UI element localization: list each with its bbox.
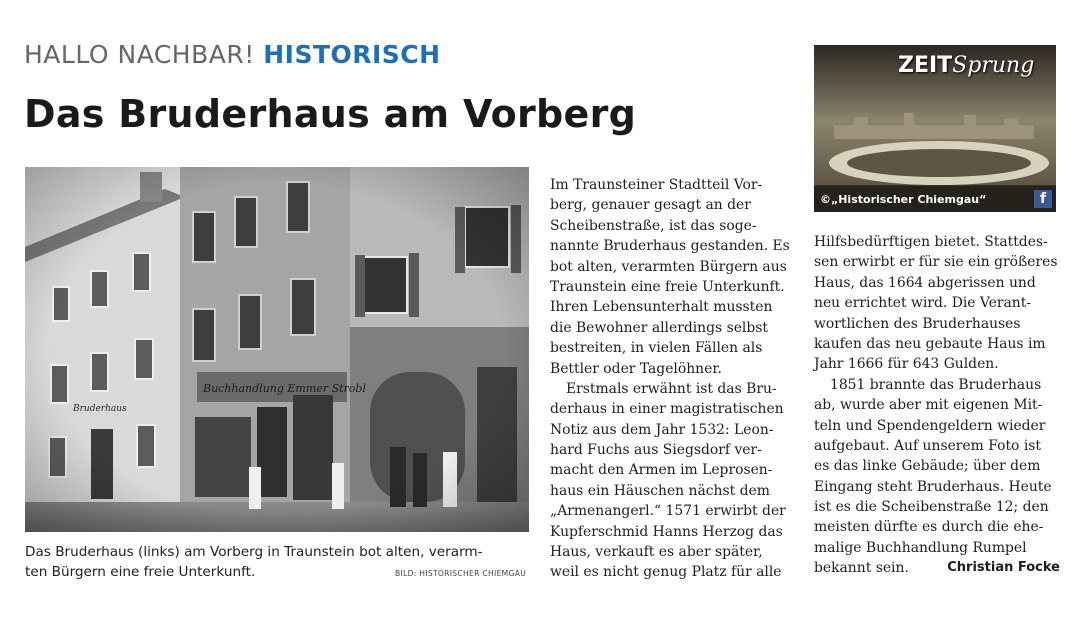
kicker-prefix: HALLO NACHBAR! xyxy=(24,40,255,69)
body-line: Ihren Lebensunterhalt mussten xyxy=(550,299,773,316)
body-last-line xyxy=(814,558,1060,578)
shop-sign-text: Buchhandlung Emmer Strobl xyxy=(203,382,366,395)
zeitsprung-logo xyxy=(814,45,1056,212)
body-line: Bettler oder Tagelöhner. xyxy=(550,360,722,377)
body-line: kaufen das neu gebaute Haus im xyxy=(814,335,1046,352)
body-column-2 xyxy=(814,232,1060,579)
body-column-1 xyxy=(550,175,798,583)
logo-handle: ©„Historischer Chiemgau“ xyxy=(820,193,987,206)
body-line: „Armenangerl.“ 1571 erwirbt der xyxy=(550,503,786,520)
logo-title xyxy=(898,53,1034,78)
author-byline: Christian Focke xyxy=(947,560,1060,576)
house-sign-text: Bruderhaus xyxy=(73,404,127,414)
body-line: malige Buchhandlung Rumpel xyxy=(814,539,1027,556)
body-line: Im Traunsteiner Stadtteil Vor- xyxy=(550,177,763,193)
body-line: Hilfsbedürftigen bietet. Stattdes- xyxy=(814,234,1048,250)
body-line: Haus, das 1664 abgerissen und xyxy=(814,274,1036,291)
body-line: Traunstein eine freie Unterkunft. xyxy=(550,278,785,295)
body-line: 1851 brannte das Bruderhaus xyxy=(830,376,1042,393)
body-line: teln und Spendengeldern wieder xyxy=(814,417,1046,434)
body-line: Notiz aus dem Jahr 1532: Leon- xyxy=(550,421,774,438)
body-line: die Bewohner allerdings selbst xyxy=(550,319,768,336)
body-line: bekannt sein. xyxy=(814,560,909,577)
body-line: wortlichen des Bruderhauses xyxy=(814,315,1021,332)
body-line: ist es die Scheibenstraße 12; den xyxy=(814,499,1049,516)
body-line: es das linke Gebäude; über dem xyxy=(814,458,1041,475)
body-line: macht den Armen im Leprosen- xyxy=(550,462,773,479)
body-line: bot alten, verarmten Bürgern aus xyxy=(550,258,787,275)
caption-line: Das Bruderhaus (links) am Vorberg in Traunstein bot alten, verarm- xyxy=(25,544,483,560)
body-line: weil es nicht genug Platz für alle xyxy=(550,564,782,581)
body-line: Erstmals erwähnt ist das Bru- xyxy=(566,380,777,397)
section-kicker xyxy=(24,40,441,69)
photo-credit: BILD: HISTORISCHER CHIEMGAU xyxy=(395,569,527,578)
facebook-icon: f xyxy=(1034,190,1052,208)
historic-photo xyxy=(25,167,529,532)
body-line: Eingang steht Bruderhaus. Heute xyxy=(814,478,1052,495)
body-line: Haus, verkauft es aber später, xyxy=(550,544,763,561)
body-line: Kupferschmid Hanns Herzog das xyxy=(550,523,783,540)
body-line: meisten dürfte es durch die ehe- xyxy=(814,519,1044,536)
body-line: Jahr 1666 für 643 Gulden. xyxy=(814,356,999,373)
body-line: aufgebaut. Auf unserem Foto ist xyxy=(814,437,1041,454)
body-line: bestreiten, in vielen Fällen als xyxy=(550,340,763,357)
body-line: nannte Bruderhaus gestanden. Es xyxy=(550,238,790,255)
body-line: hard Fuchs aus Siegsdorf ver- xyxy=(550,442,762,459)
logo-title-script: Sprung xyxy=(952,53,1035,78)
body-line: neu errichtet wird. Die Verant- xyxy=(814,295,1032,312)
caption-line: ten Bürgern eine freie Unterkunft. xyxy=(25,564,256,580)
body-line: haus ein Häuschen nächst dem xyxy=(550,482,770,499)
body-line: derhaus in einer magistratischen xyxy=(550,401,784,418)
body-line: ab, wurde aber mit eigenen Mit- xyxy=(814,397,1043,414)
kicker-section: HISTORISCH xyxy=(263,40,441,69)
body-line: berg, genauer gesagt an der xyxy=(550,197,751,214)
logo-title-main: ZEIT xyxy=(898,53,953,78)
article-headline: Das Bruderhaus am Vorberg xyxy=(24,92,637,136)
body-line: Scheibenstraße, ist das soge- xyxy=(550,217,757,234)
body-line: sen erwirbt er für sie ein größeres xyxy=(814,254,1058,271)
